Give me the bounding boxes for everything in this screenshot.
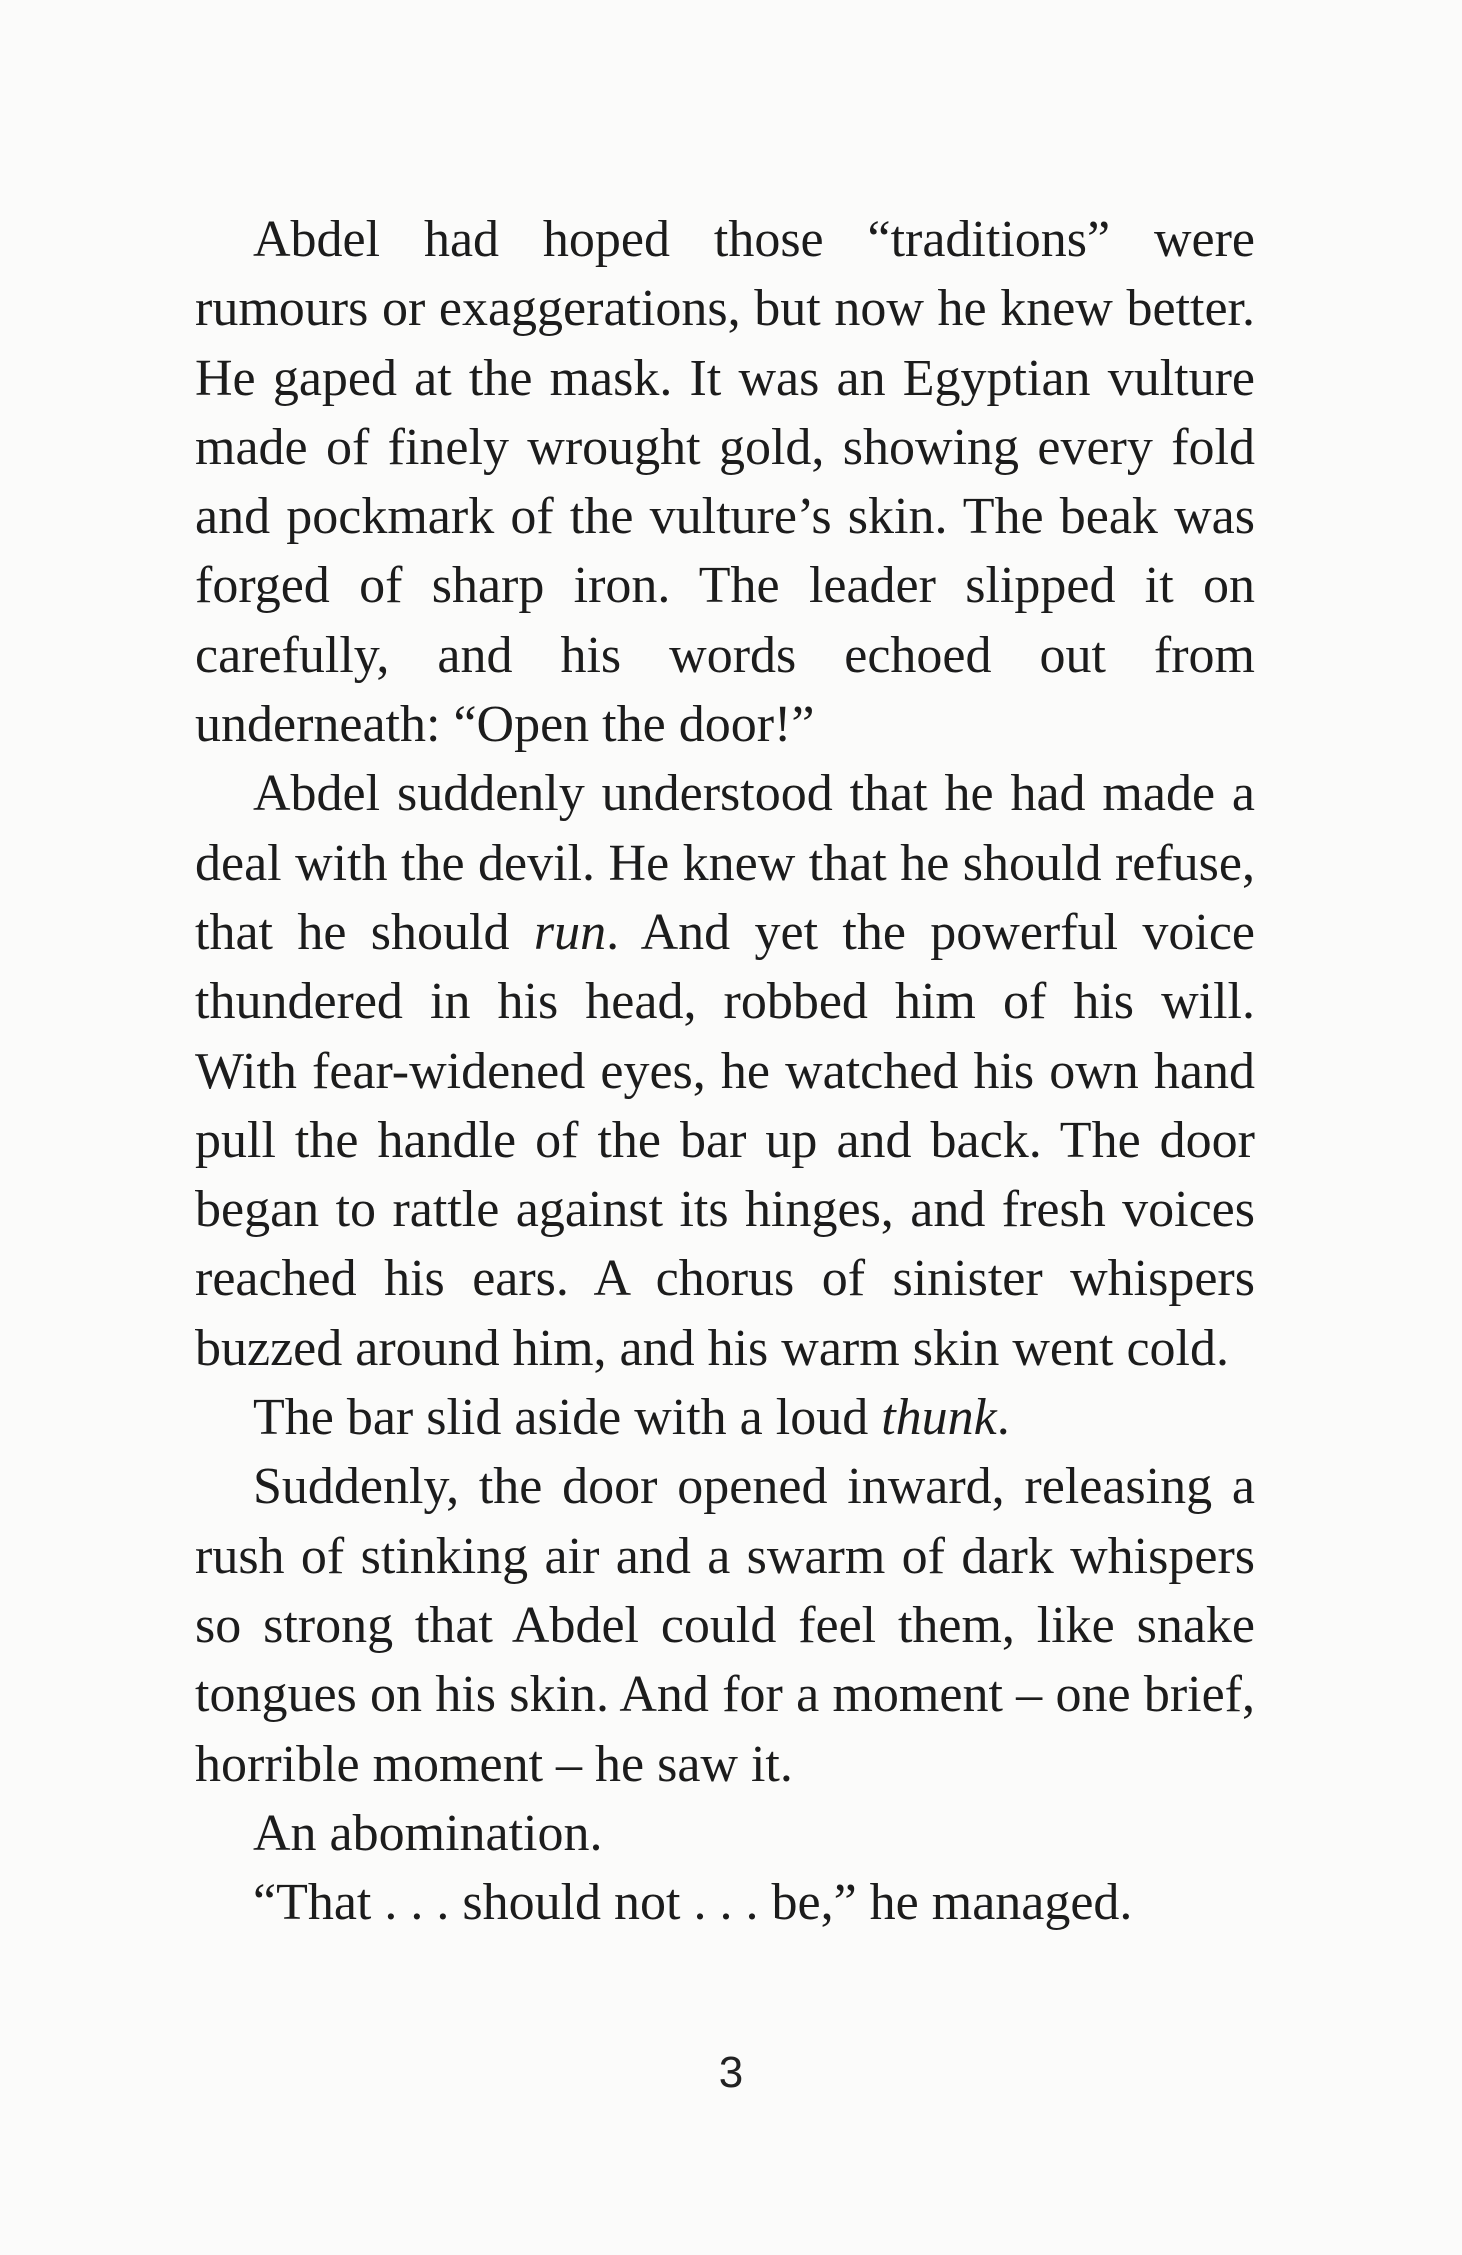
paragraph-5 [195,1799,1255,1868]
page-number: 3 [718,2048,744,2097]
body-text [195,205,1255,1937]
paragraph-5-text: An abomination. [253,1804,603,1862]
paragraph-4-text: Suddenly, the door opened inward, releasing a rush of stinking air and a swarm of dark whispers so strong that Abdel could feel them, like snake tongues on his skin. And for a moment – one brief, horrible moment – he saw it. [195,1458,1255,1793]
paragraph-3-italic-thunk: thunk [881,1389,997,1447]
paragraph-2-italic-run: run [533,903,607,961]
paragraph-3 [195,1383,1255,1452]
paragraph-6 [195,1868,1255,1937]
paragraph-2-text-a: Abdel suddenly understood that he had made a deal with the devil. He knew that he should refuse, that he should [195,765,1255,961]
paragraph-2-text-b: . And yet the powerful voice thundered in his head, robbed him of his will. With fear-widened eyes, he watched his own hand pull the handle of the bar up and back. The door began to rattle against its hinges, and fresh voices reached his ears. A chorus of sinister whispers buzzed around him, and his warm skin went cold. [195,903,1255,1377]
paragraph-3-text-a: The bar slid aside with a loud [253,1389,882,1447]
paragraph-2 [195,759,1255,1383]
paragraph-6-text: “That . . . should not . . . be,” he managed. [253,1874,1133,1932]
paragraph-1 [195,205,1255,759]
paragraph-3-text-b: . [996,1389,1010,1447]
paragraph-1-text: Abdel had hoped those “traditions” were rumours or exaggerations, but now he knew better. He gaped at the mask. It was an Egyptian vulture made of finely wrought gold, showing every fold and pockmark of the vulture’s skin. The beak was forged of sharp iron. The leader slipped it on carefully, and his words echoed out from underneath: “Open the door!” [195,211,1255,754]
paragraph-4 [195,1452,1255,1798]
